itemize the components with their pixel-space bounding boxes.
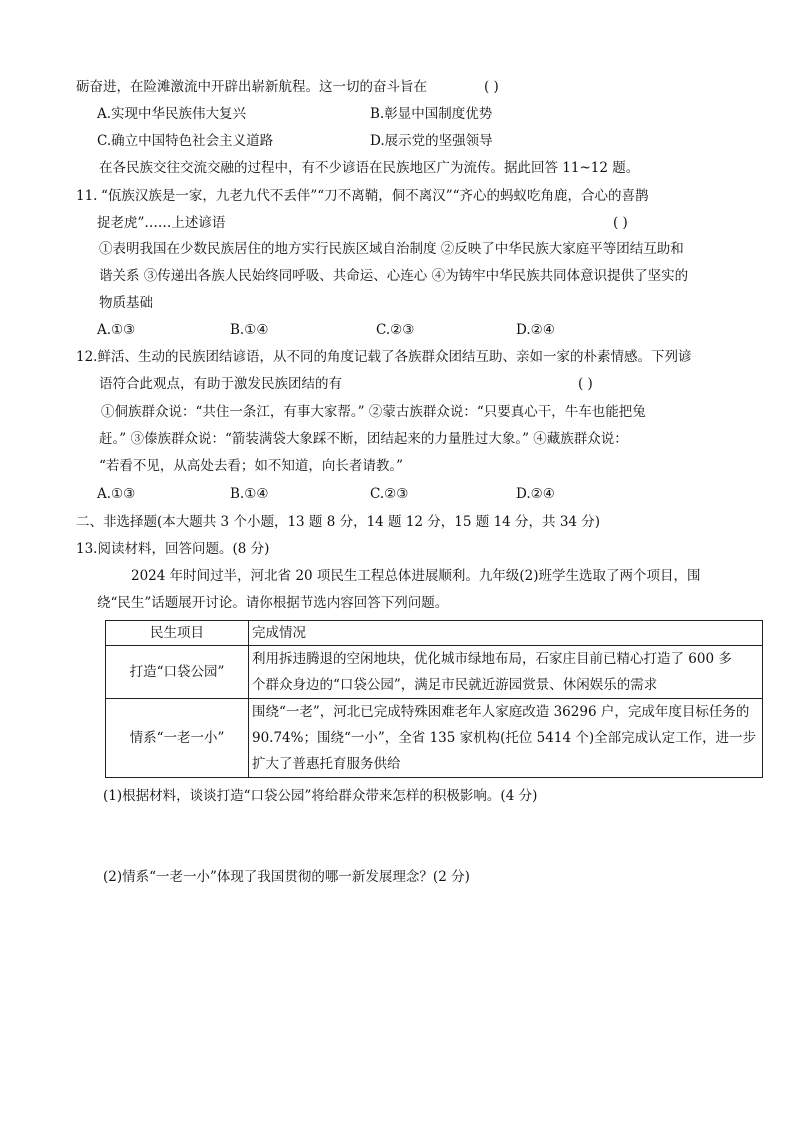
q13-material-line1: 2024 年时间过半，河北省 20 项民生工程总体进展顺利。九年级(2)班学生选取了两个项目，围 xyxy=(131,568,701,584)
section-2-heading: 二、非选择题(本大题共 3 个小题，13 题 8 分，14 题 12 分，15 题 14 分，共 34 分) xyxy=(76,514,601,530)
status-line: 个群众身边的“口袋公园”，满足市民就近游园赏景、休闲娱乐的需求 xyxy=(252,677,658,693)
q10-option-d: D.展示党的坚强领导 xyxy=(370,133,493,149)
status-line: 扩大了普惠托育服务供给 xyxy=(252,756,401,772)
q11-option-c: C.②③ xyxy=(376,322,415,338)
table-header-project: 民生项目 xyxy=(106,621,249,646)
q11-stem-line1: “佤族汉族是一家，九老九代不丢伴”“刀不离鞘，侗不离汉”“齐心的蚂蚁吃角鹿，合心的喜鹊 xyxy=(101,188,649,204)
q12-stem-line2: 语符合此观点，有助于激发民族团结的有 xyxy=(99,376,342,392)
q11-statement-line: 谐关系 ③传递出各族人民始终同呼吸、共命运、心连心 ④为铸牢中华民族共同体意识提供了坚实的 xyxy=(99,268,689,284)
q13-material-line2: 绕“民生”话题展开讨论。请你根据节选内容回答下列问题。 xyxy=(97,595,449,611)
table-cell-project: 打造“口袋公园” xyxy=(106,646,249,699)
q12-stem-line1: 12.鲜活、生动的民族团结谚语，从不同的角度记载了各族群众团结互助、亲如一家的朴素情感。下列谚 xyxy=(76,349,692,365)
q11-stem-line2: 捉老虎”……上述谚语 xyxy=(97,215,226,231)
table-cell-project: 情系“一老一小” xyxy=(106,699,249,778)
status-line: 围绕“一老”，河北已完成特殊困难老年人家庭改造 36296 户，完成年度目标任务的 xyxy=(252,704,750,720)
q12-statement-line: ①侗族群众说：“共住一条江，有事大家帮。” ②蒙古族群众说：“只要真心干，牛车也能把兔 xyxy=(101,404,646,420)
table-header-row xyxy=(106,621,763,646)
q13-sub2: (2)情系“一老一小”体现了我国贯彻的哪一新发展理念？(2 分) xyxy=(103,869,470,885)
q10-stem-tail: 砺奋进，在险滩激流中开辟出崭新航程。这一切的奋斗旨在 xyxy=(76,79,427,95)
q12-answer-paren: ( ) xyxy=(578,376,593,392)
table-row xyxy=(106,646,763,699)
q11-number: 11. xyxy=(76,188,98,204)
q12-statement-line: “若看不见，从高处去看；如不知道，向长者请教。” xyxy=(99,458,404,474)
table-cell-status xyxy=(249,646,763,699)
q10-option-c: C.确立中国特色社会主义道路 xyxy=(97,133,274,149)
q12-option-b: B.①④ xyxy=(230,486,269,502)
q12-option-a: A.①③ xyxy=(97,486,136,502)
q11-option-a: A.①③ xyxy=(97,322,136,338)
q10-option-a: A.实现中华民族伟大复兴 xyxy=(97,106,247,122)
q12-option-c: C.②③ xyxy=(370,486,409,502)
q13-sub1: (1)根据材料，谈谈打造“口袋公园”将给群众带来怎样的积极影响。(4 分) xyxy=(103,788,538,804)
q11-option-d: D.②④ xyxy=(516,322,555,338)
q11-option-b: B.①④ xyxy=(230,322,269,338)
q12-option-d: D.②④ xyxy=(516,486,555,502)
q11-statement-line: 物质基础 xyxy=(99,295,153,311)
q10-option-b: B.彰显中国制度优势 xyxy=(370,106,493,122)
q11-answer-paren: ( ) xyxy=(613,215,628,231)
q12-statement-line: 赶。” ③傣族群众说：“箭装满袋大象踩不断，团结起来的力量胜过大象。” ④藏族群众说： xyxy=(99,431,628,447)
q11-statement-line: ①表明我国在少数民族居住的地方实行民族区域自治制度 ②反映了中华民族大家庭平等团结互助和 xyxy=(99,241,684,257)
q10-answer-paren: ( ) xyxy=(484,79,499,95)
livelihood-table xyxy=(105,620,763,778)
table-row xyxy=(106,699,763,778)
q13-stem: 13.阅读材料，回答问题。(8 分) xyxy=(76,541,270,557)
table-header-status: 完成情况 xyxy=(249,621,763,646)
intro-11-12: 在各民族交往交流交融的过程中，有不少谚语在民族地区广为流传。据此回答 11~12 题。 xyxy=(99,160,640,176)
status-line: 90.74%；围绕“一小”，全省 135 家机构(托位 5414 个)全部完成认定工作，进一步 xyxy=(252,730,757,746)
table-cell-status xyxy=(249,699,763,778)
status-line: 利用拆违腾退的空闲地块，优化城市绿地布局，石家庄目前已精心打造了 600 多 xyxy=(252,651,732,667)
